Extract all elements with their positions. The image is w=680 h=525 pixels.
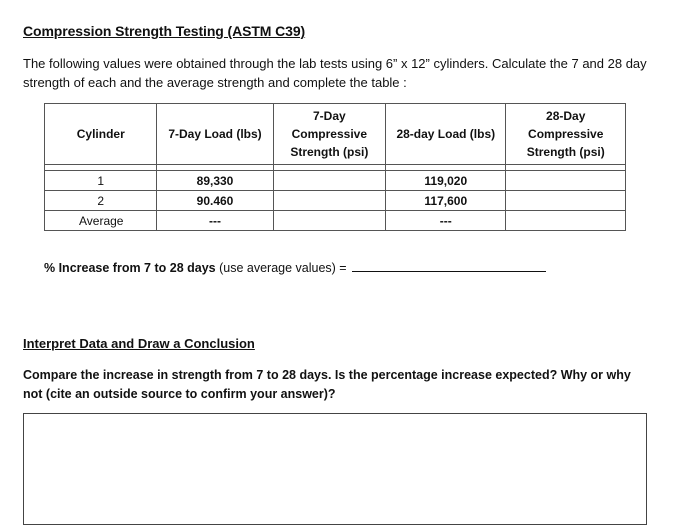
header-28day-strength: 28-Day Compressive Strength (psi) (506, 104, 626, 165)
percent-increase-note: (use average values) = (219, 261, 347, 275)
cell-average-28day-load: --- (386, 211, 506, 231)
page-title: Compression Strength Testing (ASTM C39) (23, 23, 306, 39)
intro-paragraph: The following values were obtained through the lab tests using 6” x 12” cylinders. Calculate the 7 and 28 day strength of each and the average strength and complete the table : (23, 56, 647, 90)
percent-increase-line (44, 260, 546, 275)
cell-average-7day-load: --- (157, 211, 273, 231)
answer-box[interactable] (23, 413, 647, 525)
table-header-row (45, 104, 626, 165)
cell-28day-strength[interactable] (506, 171, 626, 191)
table-row (45, 171, 626, 191)
cell-7day-load: 89,330 (157, 171, 273, 191)
cell-cylinder: 1 (45, 171, 157, 191)
cell-average-28day-strength[interactable] (506, 211, 626, 231)
table-row (45, 191, 626, 211)
header-28day-load: 28-day Load (lbs) (386, 104, 506, 165)
results-table (44, 103, 626, 231)
percent-increase-blank[interactable] (352, 260, 546, 272)
question-text: Compare the increase in strength from 7 to 28 days. Is the percentage increase expected? Why or why not (cite an outside source to confirm your answer)? (23, 368, 631, 401)
cell-28day-strength[interactable] (506, 191, 626, 211)
header-cylinder: Cylinder (45, 104, 157, 165)
percent-increase-label: % Increase from 7 to 28 days (44, 261, 216, 275)
header-7day-load: 7-Day Load (lbs) (157, 104, 273, 165)
table-average-row (45, 211, 626, 231)
cell-28day-load: 119,020 (386, 171, 506, 191)
cell-28day-load: 117,600 (386, 191, 506, 211)
cell-7day-strength[interactable] (273, 191, 386, 211)
cell-7day-strength[interactable] (273, 171, 386, 191)
cell-average-7day-strength[interactable] (273, 211, 386, 231)
header-7day-strength: 7-Day Compressive Strength (psi) (273, 104, 386, 165)
cell-average-label: Average (45, 211, 157, 231)
cell-7day-load: 90.460 (157, 191, 273, 211)
cell-cylinder: 2 (45, 191, 157, 211)
section-title: Interpret Data and Draw a Conclusion (23, 336, 255, 351)
